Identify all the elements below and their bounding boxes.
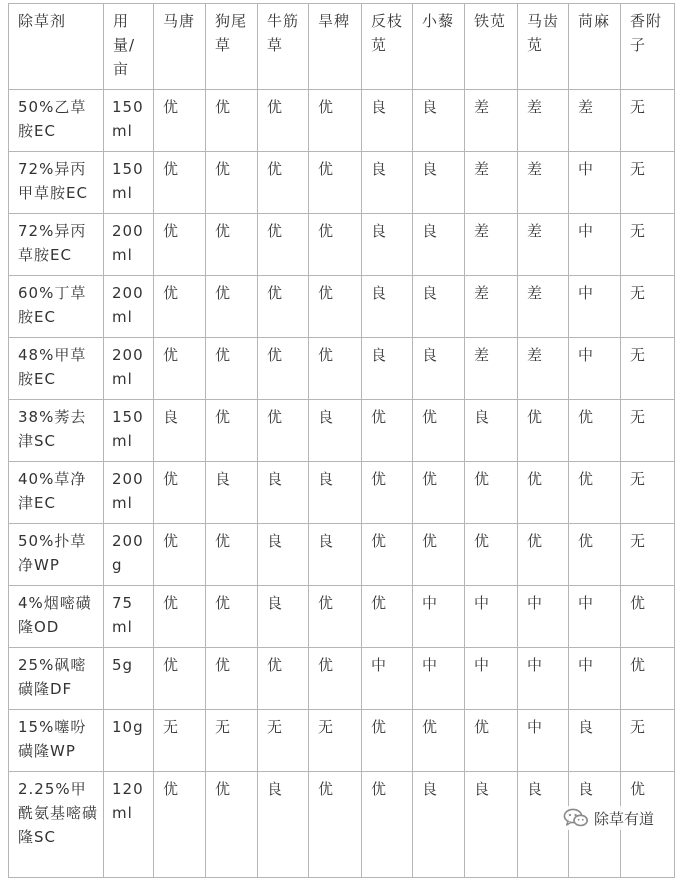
herbicide-efficacy-table	[8, 3, 675, 878]
rating-cell: 优	[154, 586, 206, 648]
rating-cell: 中	[465, 648, 518, 710]
rating-cell: 优	[569, 462, 621, 524]
rating-cell: 良	[413, 90, 465, 152]
rating-cell: 优	[154, 276, 206, 338]
dose-cell: 200ml	[104, 338, 154, 400]
rating-cell: 优	[154, 524, 206, 586]
dose-cell: 200ml	[104, 214, 154, 276]
rating-cell: 无	[621, 400, 675, 462]
rating-cell: 优	[362, 710, 413, 772]
rating-cell: 优	[309, 586, 362, 648]
rating-cell: 优	[206, 338, 258, 400]
rating-cell: 无	[621, 152, 675, 214]
table-row	[9, 276, 675, 338]
wechat-icon	[563, 808, 589, 828]
rating-cell: 无	[154, 710, 206, 772]
rating-cell: 优	[309, 152, 362, 214]
table-row	[9, 462, 675, 524]
rating-cell: 差	[465, 338, 518, 400]
dose-cell: 200ml	[104, 276, 154, 338]
rating-cell: 中	[569, 648, 621, 710]
rating-cell: 中	[518, 710, 569, 772]
rating-cell: 良	[569, 710, 621, 772]
rating-cell: 良	[154, 400, 206, 462]
table-row	[9, 90, 675, 152]
rating-cell: 无	[621, 710, 675, 772]
rating-cell: 优	[465, 462, 518, 524]
rating-cell: 优	[621, 772, 675, 878]
header-cell: 香附子	[621, 4, 675, 90]
rating-cell: 优	[413, 710, 465, 772]
rating-cell: 差	[518, 152, 569, 214]
rating-cell: 优	[309, 648, 362, 710]
rating-cell: 良	[258, 772, 309, 878]
rating-cell: 优	[206, 214, 258, 276]
rating-cell: 良	[258, 586, 309, 648]
rating-cell: 中	[518, 586, 569, 648]
rating-cell: 优	[154, 772, 206, 878]
rating-cell: 无	[258, 710, 309, 772]
rating-cell: 优	[413, 524, 465, 586]
dose-cell: 75ml	[104, 586, 154, 648]
rating-cell: 优	[206, 276, 258, 338]
rating-cell: 中	[569, 152, 621, 214]
rating-cell: 良	[206, 462, 258, 524]
header-cell: 用量/亩	[104, 4, 154, 90]
rating-cell: 中	[569, 214, 621, 276]
rating-cell: 优	[206, 152, 258, 214]
herbicide-name-cell: 48%甲草胺EC	[9, 338, 104, 400]
rating-cell: 优	[518, 400, 569, 462]
rating-cell: 无	[621, 338, 675, 400]
rating-cell: 良	[309, 462, 362, 524]
rating-cell: 优	[154, 90, 206, 152]
header-cell: 除草剂	[9, 4, 104, 90]
rating-cell: 中	[518, 648, 569, 710]
header-cell: 马唐	[154, 4, 206, 90]
rating-cell: 良	[465, 400, 518, 462]
watermark	[563, 806, 654, 830]
rating-cell: 优	[518, 462, 569, 524]
dose-cell: 200g	[104, 524, 154, 586]
table-row	[9, 524, 675, 586]
herbicide-name-cell: 38%莠去津SC	[9, 400, 104, 462]
rating-cell: 优	[309, 338, 362, 400]
rating-cell: 差	[569, 90, 621, 152]
rating-cell: 差	[465, 152, 518, 214]
rating-cell: 优	[206, 772, 258, 878]
header-cell: 小藜	[413, 4, 465, 90]
rating-cell: 优	[258, 648, 309, 710]
rating-cell: 差	[465, 90, 518, 152]
rating-cell: 优	[362, 400, 413, 462]
table-row	[9, 214, 675, 276]
herbicide-name-cell: 50%乙草胺EC	[9, 90, 104, 152]
rating-cell: 优	[206, 586, 258, 648]
rating-cell: 优	[413, 462, 465, 524]
rating-cell: 优	[206, 648, 258, 710]
herbicide-name-cell: 40%草净津EC	[9, 462, 104, 524]
rating-cell: 良	[258, 524, 309, 586]
rating-cell: 差	[518, 338, 569, 400]
rating-cell: 优	[154, 338, 206, 400]
rating-cell: 良	[413, 276, 465, 338]
rating-cell: 优	[465, 524, 518, 586]
rating-cell: 优	[258, 338, 309, 400]
header-cell: 马齿苋	[518, 4, 569, 90]
header-cell: 牛筋草	[258, 4, 309, 90]
dose-cell: 150ml	[104, 400, 154, 462]
rating-cell: 优	[258, 152, 309, 214]
rating-cell: 优	[258, 400, 309, 462]
rating-cell: 良	[309, 524, 362, 586]
rating-cell: 优	[206, 524, 258, 586]
rating-cell: 良	[309, 400, 362, 462]
rating-cell: 优	[258, 214, 309, 276]
rating-cell: 良	[465, 772, 518, 878]
rating-cell: 无	[206, 710, 258, 772]
rating-cell: 优	[362, 772, 413, 878]
rating-cell: 差	[465, 214, 518, 276]
table-row	[9, 710, 675, 772]
rating-cell: 差	[465, 276, 518, 338]
header-cell: 铁苋	[465, 4, 518, 90]
table-row	[9, 152, 675, 214]
rating-cell: 无	[621, 90, 675, 152]
herbicide-name-cell: 25%砜嘧磺隆DF	[9, 648, 104, 710]
rating-cell: 优	[309, 276, 362, 338]
rating-cell: 良	[413, 152, 465, 214]
dose-cell: 150ml	[104, 90, 154, 152]
table-body	[9, 4, 675, 878]
rating-cell: 优	[154, 214, 206, 276]
rating-cell: 优	[518, 524, 569, 586]
header-row	[9, 4, 675, 90]
rating-cell: 良	[362, 90, 413, 152]
rating-cell: 无	[621, 524, 675, 586]
header-cell: 旱稗	[309, 4, 362, 90]
rating-cell: 良	[413, 772, 465, 878]
rating-cell: 中	[569, 338, 621, 400]
rating-cell: 差	[518, 214, 569, 276]
rating-cell: 优	[569, 524, 621, 586]
rating-cell: 优	[258, 276, 309, 338]
table-row	[9, 586, 675, 648]
rating-cell: 优	[413, 400, 465, 462]
rating-cell: 良	[258, 462, 309, 524]
rating-cell: 优	[309, 214, 362, 276]
rating-cell: 良	[413, 338, 465, 400]
rating-cell: 良	[518, 772, 569, 878]
rating-cell: 中	[413, 586, 465, 648]
dose-cell: 200ml	[104, 462, 154, 524]
header-cell: 狗尾草	[206, 4, 258, 90]
rating-cell: 中	[413, 648, 465, 710]
rating-cell: 优	[154, 648, 206, 710]
rating-cell: 优	[621, 648, 675, 710]
watermark-text: 除草有道	[594, 809, 655, 828]
herbicide-name-cell: 72%异丙草胺EC	[9, 214, 104, 276]
rating-cell: 优	[621, 586, 675, 648]
rating-cell: 优	[362, 462, 413, 524]
rating-cell: 中	[569, 276, 621, 338]
rating-cell: 优	[206, 400, 258, 462]
rating-cell: 差	[518, 276, 569, 338]
herbicide-name-cell: 2.25%甲酰氨基嘧磺隆SC	[9, 772, 104, 878]
rating-cell: 中	[465, 586, 518, 648]
rating-cell: 无	[621, 462, 675, 524]
header-cell: 反枝苋	[362, 4, 413, 90]
rating-cell: 优	[362, 524, 413, 586]
rating-cell: 无	[621, 214, 675, 276]
herbicide-name-cell: 4%烟嘧磺隆OD	[9, 586, 104, 648]
rating-cell: 良	[413, 214, 465, 276]
rating-cell: 中	[569, 586, 621, 648]
header-cell: 苘麻	[569, 4, 621, 90]
rating-cell: 无	[621, 276, 675, 338]
herbicide-name-cell: 60%丁草胺EC	[9, 276, 104, 338]
herbicide-name-cell: 72%异丙甲草胺EC	[9, 152, 104, 214]
rating-cell: 优	[258, 90, 309, 152]
herbicide-name-cell: 15%噻吩磺隆WP	[9, 710, 104, 772]
rating-cell: 优	[465, 710, 518, 772]
rating-cell: 优	[154, 462, 206, 524]
dose-cell: 120ml	[104, 772, 154, 878]
rating-cell: 优	[362, 586, 413, 648]
rating-cell: 优	[569, 400, 621, 462]
rating-cell: 良	[569, 772, 621, 878]
rating-cell: 良	[362, 338, 413, 400]
rating-cell: 优	[309, 772, 362, 878]
rating-cell: 差	[518, 90, 569, 152]
rating-cell: 优	[206, 90, 258, 152]
rating-cell: 良	[362, 152, 413, 214]
table-row	[9, 648, 675, 710]
rating-cell: 优	[154, 152, 206, 214]
herbicide-name-cell: 50%扑草净WP	[9, 524, 104, 586]
rating-cell: 优	[309, 90, 362, 152]
rating-cell: 中	[362, 648, 413, 710]
dose-cell: 150ml	[104, 152, 154, 214]
dose-cell: 5g	[104, 648, 154, 710]
dose-cell: 10g	[104, 710, 154, 772]
table-row	[9, 338, 675, 400]
table-row	[9, 400, 675, 462]
rating-cell: 无	[309, 710, 362, 772]
rating-cell: 良	[362, 276, 413, 338]
rating-cell: 良	[362, 214, 413, 276]
